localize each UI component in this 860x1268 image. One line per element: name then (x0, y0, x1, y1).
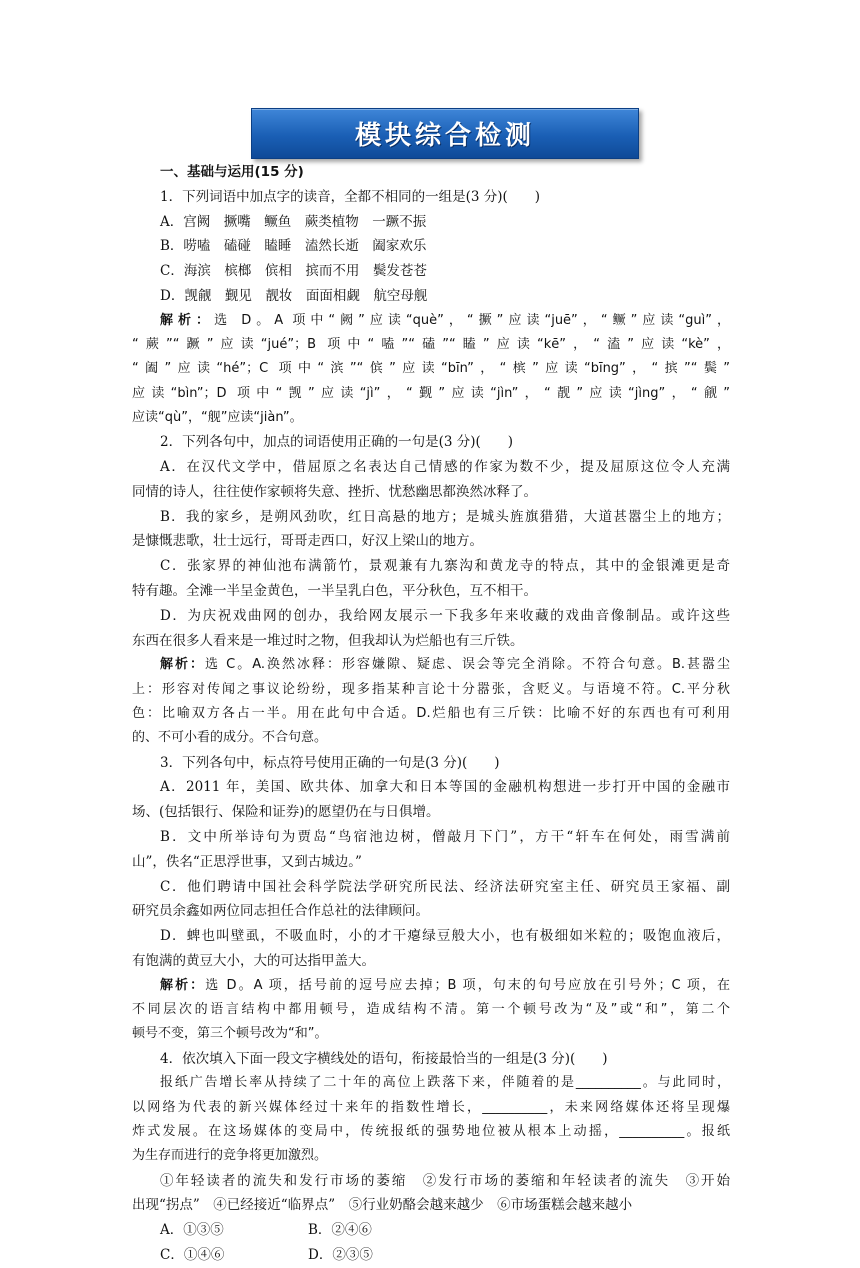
option-b: B．②④⑥ (308, 1222, 372, 1239)
question-stem: 1．下列词语中加点字的读音，全都不相同的一组是(3 分)( ) (160, 188, 541, 205)
question-line: B．文中所举诗句为贾岛“鸟宿池边树，僧敲月下门”，方干“轩车在何处，雨雪满前 (160, 829, 730, 846)
question-2 (132, 430, 730, 750)
items-line: ①年轻读者的流失和发行市场的萎缩 ②发行市场的萎缩和年轻读者的流失 ③开始 (160, 1172, 730, 1189)
analysis-line: 应读“qù”，“舰”应读“jiàn”。 (132, 409, 303, 425)
question-line: D．蜱也叫壁虱，不吸血时，小的才干瘪绿豆般大小，也有极细如米粒的；吸饱血液后， (160, 928, 730, 945)
analysis-line: 解析：选 D。A 项，括号前的逗号应去掉；B 项，句末的句号应放在引号外；C 项，在 (160, 977, 730, 993)
passage-line: 为生存而进行的竞争将更加激烈。 (132, 1148, 328, 1164)
items-line: 出现“拐点” ④已经接近“临界点” ⑤行业奶酪会越来越少 ⑥市场蛋糕会越来越小 (132, 1197, 633, 1214)
question-line: 有饱满的黄豆大小，大的可达指甲盖大。 (132, 953, 375, 969)
page-title: 模块综合检测 (354, 121, 535, 151)
analysis-label: 解析： (160, 657, 205, 673)
question-line: A．在汉代文学中，借屈原之名表达自己情感的作家为数不少，提及屈原这位令人充满 (160, 459, 730, 476)
section-heading: 一、基础与运用(15 分) (160, 164, 304, 180)
analysis-line: 顿号不变，第三个顿号改为“和”。 (132, 1026, 328, 1042)
analysis-line: 解析：选 C。A.涣然冰释：形容嫌隙、疑虑、误会等完全消除。不符合句意。B.甚嚣尘 (160, 657, 730, 673)
analysis-line: “蕨”“蹶”应读“jué”；B 项中“嗑”“磕”“瞌”应读“kē”，“溘”应读“kè”， (132, 337, 730, 353)
question-stem: 4．依次填入下面一段文字横线处的语句，衔接最恰当的一组是(3 分)( ) (160, 1050, 608, 1067)
analysis-line: 的、不可小看的成分。不合句意。 (132, 730, 328, 746)
question-4 (132, 1047, 730, 1268)
analysis-line: 应读“bìn”；D 项中“觊”应读“jì”，“觐”应读“jìn”，“靓”应读“jìng”，“觎” (132, 385, 730, 401)
passage-line: 报纸广告增长率从持续了二十年的高位上跌落下来，伴随着的是__________。与此同时， (160, 1075, 730, 1091)
question-line: 山”，佚名“正思浮世事，又到古城边。” (132, 853, 362, 870)
question-line: A．2011 年，美国、欧共体、加拿大和日本等国的金融机构想进一步打开中国的金融市 (160, 779, 730, 796)
question-line: C．张家界的神仙池布满箭竹，景观兼有九寨沟和黄龙寺的特点，其中的金银滩更是奇 (160, 558, 730, 575)
analysis-line: 色：比喻双方各占一半。用在此句中合适。D.烂船也有三斤铁：比喻不好的东西也有可利用 (132, 706, 730, 722)
passage-line: 炸式发展。在这场媒体的变局中，传统报纸的强势地位被从根本上动摇，__________。报纸 (132, 1124, 730, 1140)
analysis-line: 解析：选 D。A 项中“阙”应读“què”，“撅”应读“juē”，“鳜”应读“guì”， (160, 312, 730, 328)
passage-line: 以网络为代表的新兴媒体经过十来年的指数性增长，__________，未来网络媒体还将呈现爆 (132, 1099, 730, 1115)
analysis-label: 解析： (160, 977, 206, 993)
analysis-line: 不同层次的语言结构中都用顿号，造成结构不清。第一个顿号改为“及”或“和”，第二个 (132, 1002, 730, 1018)
analysis-label: 解析： (160, 312, 215, 328)
question-stem: 2．下列各句中，加点的词语使用正确的一句是(3 分)( ) (160, 434, 514, 451)
analysis-line: 上：形容对传闻之事议论纷纷，现多指某种言论十分嚣张，含贬义。与语境不符。C.平分秋 (132, 681, 730, 697)
question-line: 东西在很多人看来是一堆过时之物，但我却认为烂船也有三斤铁。 (132, 632, 524, 649)
question-line: C．他们聘请中国社会科学院法学研究所民法、经济法研究室主任、研究员王家福、副 (160, 878, 730, 895)
option-c: C．海滨 槟榔 傧相 摈而不用 鬓发苍苍 (160, 263, 427, 280)
option-row (132, 1243, 730, 1268)
question-line: B．我的家乡，是朔风劲吹，红日高悬的地方；是城头旌旗猎猎，大道甚嚣尘上的地方； (160, 508, 730, 525)
question-1 (132, 185, 730, 430)
option-d: D．觊觎 觐见 靓妆 面面相觑 航空母舰 (160, 287, 428, 304)
title-banner (251, 108, 639, 159)
analysis-line: “阖”应读“hé”；C 项中“滨”“傧”应读“bīn”，“槟”应读“bīng”，“摈”“鬓” (132, 361, 730, 377)
question-line: 同情的诗人，往往使作家顿将失意、挫折、忧愁幽思都涣然冰释了。 (132, 483, 537, 500)
question-line: 研究员余鑫如两位同志担任合作总社的法律顾问。 (132, 903, 429, 920)
option-a: A．宫阙 撅嘴 鳜鱼 蕨类植物 一蹶不振 (160, 213, 427, 230)
question-line: D．为庆祝戏曲网的创办，我给网友展示一下我多年来收藏的戏曲音像制品。或许这些 (160, 607, 730, 624)
option-c: C．①④⑥ (160, 1247, 225, 1264)
question-line: 场、(包括银行、保险和证券)的愿望仍在与日俱增。 (132, 804, 440, 821)
option-b: B．唠嗑 磕碰 瞌睡 溘然长逝 阖家欢乐 (160, 238, 427, 255)
question-3 (132, 751, 730, 1047)
option-row (132, 1218, 730, 1243)
question-stem: 3．下列各句中，标点符号使用正确的一句是(3 分)( ) (160, 754, 500, 771)
option-a: A．①③⑤ (160, 1222, 224, 1239)
option-d: D．②③⑤ (308, 1247, 373, 1264)
question-line: 是慷慨悲歌，壮士远行，哥哥走西口，好汉上梁山的地方。 (132, 533, 483, 550)
exam-content (132, 160, 730, 1268)
question-line: 特有趣。全滩一半呈金黄色，一半呈乳白色，平分秋色，互不相干。 (132, 583, 537, 600)
